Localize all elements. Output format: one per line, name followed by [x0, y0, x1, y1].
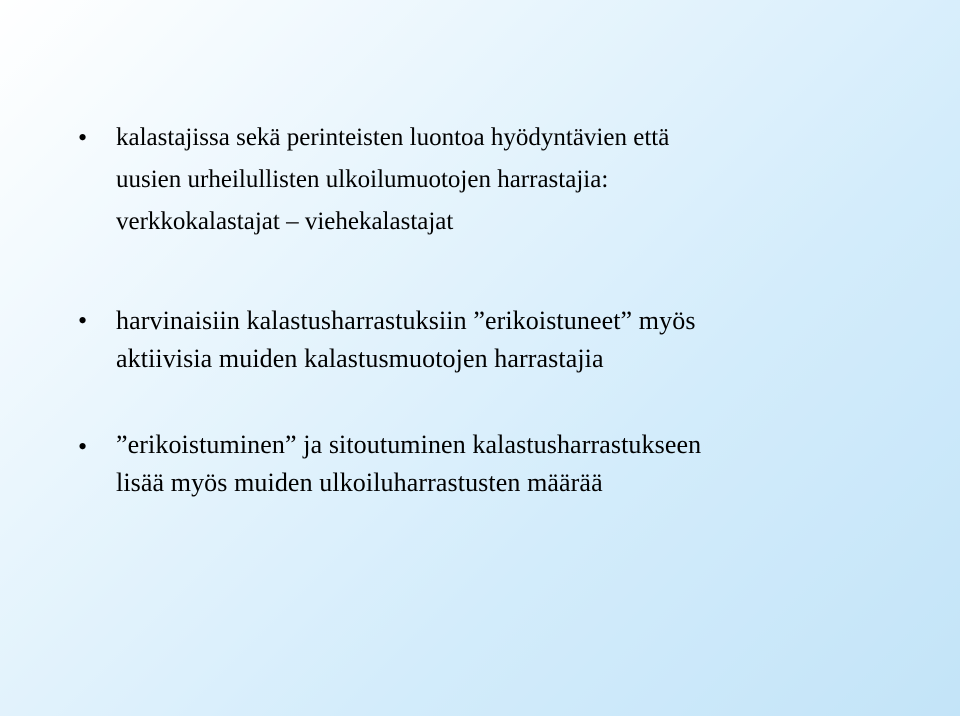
bullet-line: ”erikoistuminen” ja sitoutuminen kalastusharrastukseen: [116, 430, 702, 459]
bullet-line: verkkokalastajat – viehekalastajat: [116, 208, 454, 235]
bullet-text-3: [116, 426, 936, 502]
bullet-icon: •: [78, 432, 88, 461]
bullet-line: lisää myös muiden ulkoiluharrastusten määrää: [116, 468, 603, 497]
bullet-text-1: [116, 117, 936, 243]
bullet-line: harvinaisiin kalastusharrastuksiin ”erikoistuneet” myös: [116, 306, 696, 335]
bullet-line: uusien urheilullisten ulkoilumuotojen harrastajia:: [116, 166, 609, 193]
bullet-text-2: [116, 302, 936, 378]
bullet-line: aktiivisia muiden kalastusmuotojen harrastajia: [116, 344, 604, 373]
bullet-line: kalastajissa sekä perinteisten luontoa hyödyntävien että: [116, 124, 670, 151]
bullet-icon: •: [78, 123, 88, 152]
bullet-icon: •: [78, 306, 88, 335]
